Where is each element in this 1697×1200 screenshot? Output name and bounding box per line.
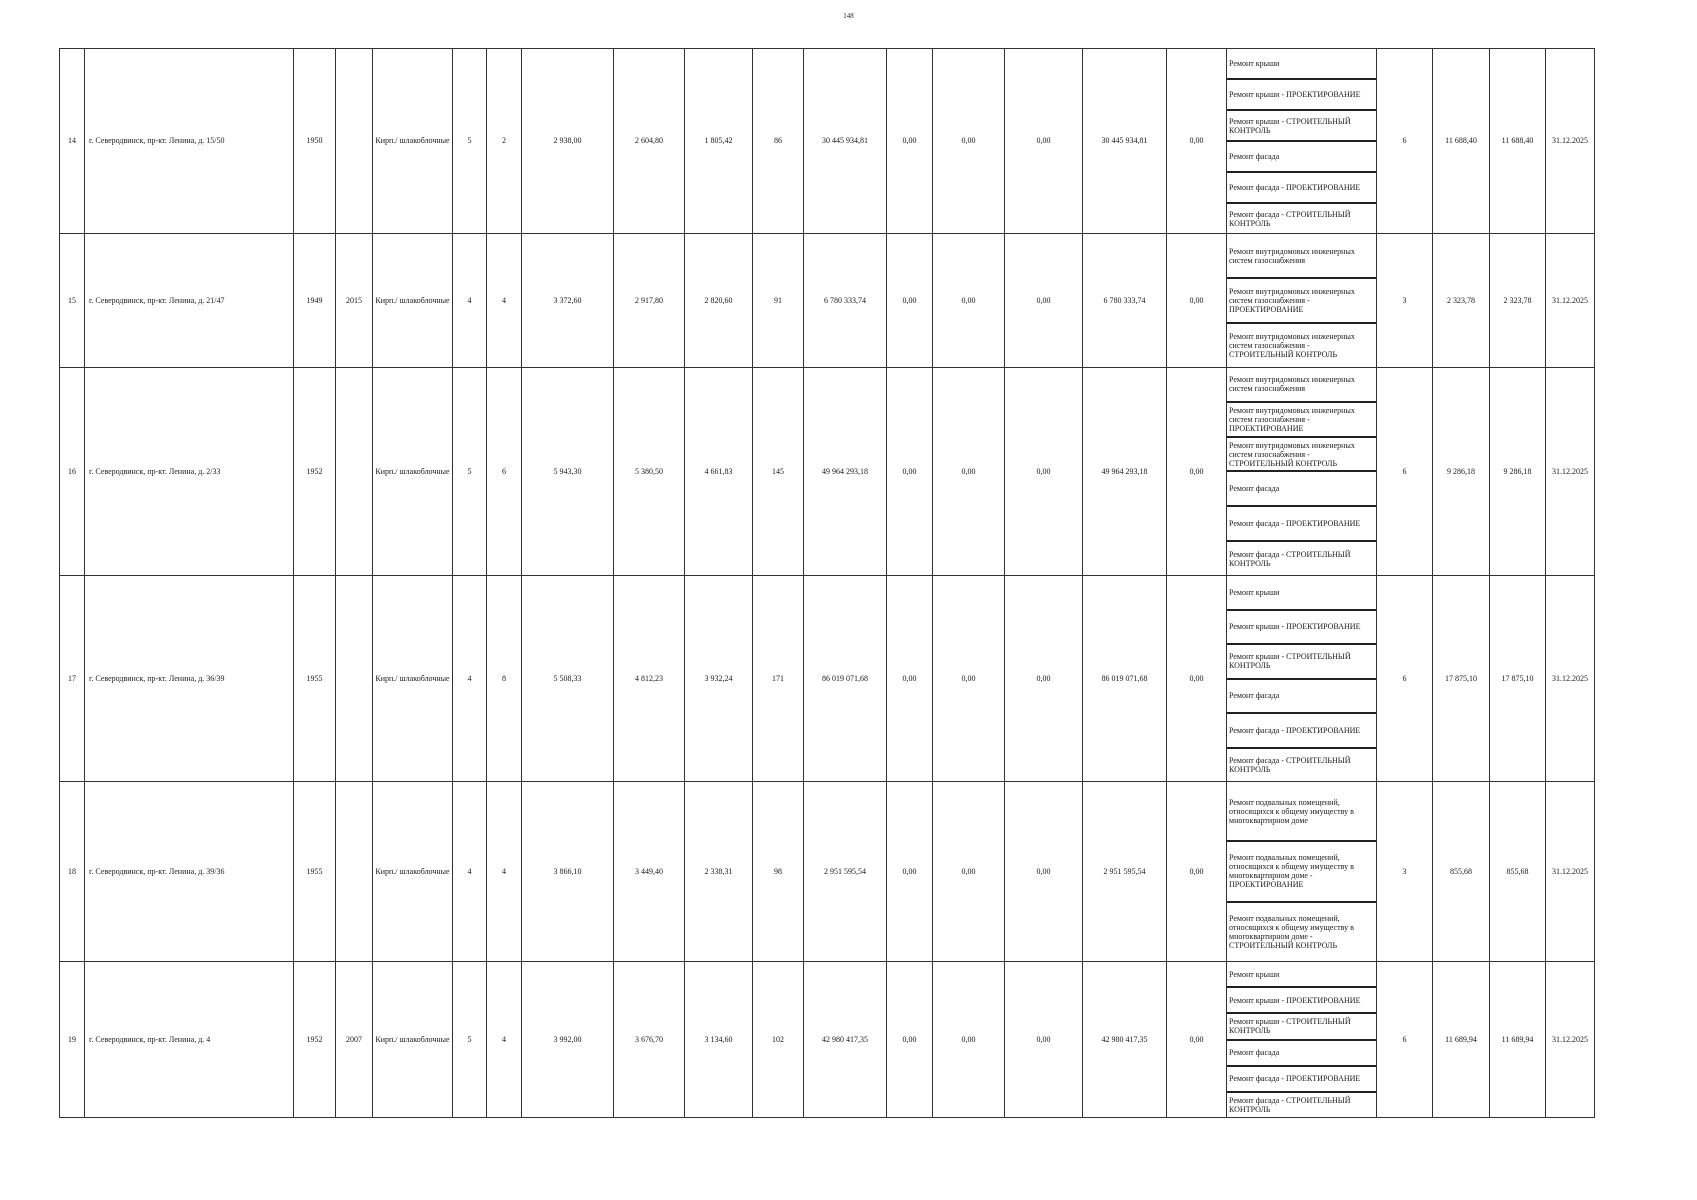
unit-cost-limit-cell: 9 286,18: [1490, 368, 1546, 576]
wall-material-cell: Кирп./ шлакоблочные: [373, 576, 453, 782]
owners-fund-cell: 30 445 934,81: [1083, 49, 1167, 234]
works-cell: [1227, 962, 1377, 1118]
entrances-cell: 6: [487, 368, 522, 576]
deadline-cell: 31.12.2025: [1546, 962, 1595, 1118]
unit-cost-cell: 17 875,10: [1433, 576, 1490, 782]
living-area-cell: 3 449,40: [614, 782, 685, 962]
address-cell: г. Северодвинск, пр-кт. Ленина, д. 4: [85, 962, 294, 1118]
regional-fund-cell: 0,00: [933, 49, 1005, 234]
row-number: 17: [60, 576, 85, 782]
work-item: Ремонт внутридомовых инженерных систем газоснабжения - СТРОИТЕЛЬНЫЙ КОНТРОЛЬ: [1229, 332, 1355, 359]
year-repair-cell: [336, 49, 373, 234]
row-number: 18: [60, 782, 85, 962]
work-item: Ремонт фасада - ПРОЕКТИРОВАНИЕ: [1227, 714, 1376, 749]
floors-cell: 5: [453, 368, 487, 576]
year-built-cell: 1955: [294, 576, 336, 782]
unit-cost-limit-cell: 11 689,94: [1490, 962, 1546, 1118]
work-item: Ремонт фасада - ПРОЕКТИРОВАНИЕ: [1227, 1067, 1376, 1093]
table-row: [60, 49, 1595, 234]
deadline-cell: 31.12.2025: [1546, 234, 1595, 368]
owners-fund-cell: 2 951 595,54: [1083, 782, 1167, 962]
deadline-cell: 31.12.2025: [1546, 576, 1595, 782]
total-cost-cell: 30 445 934,81: [804, 49, 887, 234]
work-item: Ремонт крыши - СТРОИТЕЛЬНЫЙ КОНТРОЛЬ: [1227, 1014, 1376, 1040]
works-cell: [1227, 49, 1377, 234]
other-fund-cell: 0,00: [1167, 782, 1227, 962]
owners-fund-cell: 86 019 071,68: [1083, 576, 1167, 782]
unit-cost-limit-cell: 11 688,40: [1490, 49, 1546, 234]
floors-cell: 5: [453, 962, 487, 1118]
deadline-cell: 31.12.2025: [1546, 782, 1595, 962]
address-cell: г. Северодвинск, пр-кт. Ленина, д. 15/50: [85, 49, 294, 234]
wall-material-cell: Кирп./ шлакоблочные: [373, 368, 453, 576]
residential-area-cell: 2 820,60: [685, 234, 753, 368]
works-cell: [1227, 234, 1377, 368]
federal-fund-cell: 0,00: [887, 576, 933, 782]
works-cell: [1227, 576, 1377, 782]
work-item: Ремонт крыши - ПРОЕКТИРОВАНИЕ: [1227, 988, 1376, 1014]
work-item: Ремонт внутридомовых инженерных систем газоснабжения - ПРОЕКТИРОВАНИЕ: [1227, 279, 1376, 324]
residents-cell: 145: [753, 368, 804, 576]
federal-fund-cell: 0,00: [887, 368, 933, 576]
residential-area-cell: 4 661,83: [685, 368, 753, 576]
work-item: Ремонт фасада - ПРОЕКТИРОВАНИЕ: [1227, 507, 1376, 542]
work-count-cell: 6: [1377, 576, 1433, 782]
local-fund-cell: 0,00: [1005, 962, 1083, 1118]
total-cost-cell: 86 019 071,68: [804, 576, 887, 782]
owners-fund-cell: 42 980 417,35: [1083, 962, 1167, 1118]
page-number: 148: [843, 12, 854, 20]
work-item: Ремонт подвальных помещений, относящихся к общему имуществу в многоквартирном доме - ПРОЕКТИРОВАНИЕ: [1227, 842, 1376, 902]
work-item: Ремонт фасада: [1227, 680, 1376, 715]
total-area-cell: 2 938,00: [522, 49, 614, 234]
other-fund-cell: 0,00: [1167, 576, 1227, 782]
work-count-cell: 6: [1377, 49, 1433, 234]
address-cell: г. Северодвинск, пр-кт. Ленина, д. 21/47: [85, 234, 294, 368]
entrances-cell: 8: [487, 576, 522, 782]
unit-cost-limit-cell: 17 875,10: [1490, 576, 1546, 782]
works-cell: [1227, 368, 1377, 576]
repair-program-table: [59, 48, 1595, 1118]
unit-cost-cell: 11 689,94: [1433, 962, 1490, 1118]
living-area-cell: 3 676,70: [614, 962, 685, 1118]
owners-fund-cell: 49 964 293,18: [1083, 368, 1167, 576]
unit-cost-limit-cell: 855,68: [1490, 782, 1546, 962]
wall-material-cell: Кирп./ шлакоблочные: [373, 782, 453, 962]
local-fund-cell: 0,00: [1005, 49, 1083, 234]
wall-material-cell: Кирп./ шлакоблочные: [373, 49, 453, 234]
living-area-cell: 2 917,80: [614, 234, 685, 368]
living-area-cell: 2 604,80: [614, 49, 685, 234]
work-count-cell: 6: [1377, 962, 1433, 1118]
floors-cell: 5: [453, 49, 487, 234]
residents-cell: 91: [753, 234, 804, 368]
work-item: Ремонт внутридомовых инженерных систем газоснабжения - ПРОЕКТИРОВАНИЕ: [1227, 403, 1376, 438]
work-item: Ремонт крыши - СТРОИТЕЛЬНЫЙ КОНТРОЛЬ: [1227, 111, 1376, 142]
other-fund-cell: 0,00: [1167, 368, 1227, 576]
work-item: Ремонт фасада - СТРОИТЕЛЬНЫЙ КОНТРОЛЬ: [1229, 209, 1351, 228]
residential-area-cell: 3 134,60: [685, 962, 753, 1118]
row-number: 15: [60, 234, 85, 368]
work-item: Ремонт фасада - СТРОИТЕЛЬНЫЙ КОНТРОЛЬ: [1229, 1095, 1351, 1114]
unit-cost-limit-cell: 2 323,78: [1490, 234, 1546, 368]
wall-material-cell: Кирп./ шлакоблочные: [373, 234, 453, 368]
unit-cost-cell: 2 323,78: [1433, 234, 1490, 368]
local-fund-cell: 0,00: [1005, 576, 1083, 782]
work-item: Ремонт крыши - ПРОЕКТИРОВАНИЕ: [1227, 80, 1376, 111]
federal-fund-cell: 0,00: [887, 962, 933, 1118]
work-item: Ремонт фасада: [1227, 142, 1376, 173]
local-fund-cell: 0,00: [1005, 368, 1083, 576]
table-row: [60, 962, 1595, 1118]
total-cost-cell: 42 980 417,35: [804, 962, 887, 1118]
work-item: Ремонт фасада: [1227, 472, 1376, 507]
year-built-cell: 1949: [294, 234, 336, 368]
unit-cost-cell: 9 286,18: [1433, 368, 1490, 576]
row-number: 19: [60, 962, 85, 1118]
year-built-cell: 1955: [294, 782, 336, 962]
residents-cell: 98: [753, 782, 804, 962]
federal-fund-cell: 0,00: [887, 234, 933, 368]
residents-cell: 86: [753, 49, 804, 234]
regional-fund-cell: 0,00: [933, 234, 1005, 368]
entrances-cell: 4: [487, 962, 522, 1118]
regional-fund-cell: 0,00: [933, 782, 1005, 962]
other-fund-cell: 0,00: [1167, 234, 1227, 368]
local-fund-cell: 0,00: [1005, 782, 1083, 962]
table-row: [60, 576, 1595, 782]
residential-area-cell: 2 338,31: [685, 782, 753, 962]
year-repair-cell: [336, 368, 373, 576]
works-cell: [1227, 782, 1377, 962]
wall-material-cell: Кирп./ шлакоблочные: [373, 962, 453, 1118]
other-fund-cell: 0,00: [1167, 962, 1227, 1118]
total-cost-cell: 49 964 293,18: [804, 368, 887, 576]
address-cell: г. Северодвинск, пр-кт. Ленина, д. 36/39: [85, 576, 294, 782]
work-item: Ремонт подвальных помещений, относящихся к общему имуществу в многоквартирном доме: [1227, 782, 1376, 842]
work-item: Ремонт крыши - СТРОИТЕЛЬНЫЙ КОНТРОЛЬ: [1227, 645, 1376, 680]
work-item: Ремонт крыши: [1227, 49, 1376, 80]
work-item: Ремонт внутридомовых инженерных систем газоснабжения - СТРОИТЕЛЬНЫЙ КОНТРОЛЬ: [1227, 438, 1376, 473]
residential-area-cell: 1 805,42: [685, 49, 753, 234]
owners-fund-cell: 6 780 333,74: [1083, 234, 1167, 368]
total-area-cell: 3 372,60: [522, 234, 614, 368]
work-item: Ремонт внутридомовых инженерных систем газоснабжения: [1227, 234, 1376, 279]
living-area-cell: 5 380,50: [614, 368, 685, 576]
year-built-cell: 1950: [294, 49, 336, 234]
work-item: Ремонт крыши: [1227, 576, 1376, 611]
federal-fund-cell: 0,00: [887, 782, 933, 962]
row-number: 16: [60, 368, 85, 576]
year-built-cell: 1952: [294, 368, 336, 576]
entrances-cell: 2: [487, 49, 522, 234]
year-built-cell: 1952: [294, 962, 336, 1118]
year-repair-cell: 2007: [336, 962, 373, 1118]
total-cost-cell: 2 951 595,54: [804, 782, 887, 962]
work-item: Ремонт фасада - СТРОИТЕЛЬНЫЙ КОНТРОЛЬ: [1229, 755, 1351, 774]
year-repair-cell: 2015: [336, 234, 373, 368]
row-number: 14: [60, 49, 85, 234]
work-item: Ремонт подвальных помещений, относящихся к общему имуществу в многоквартирном доме - СТРОИТЕЛЬНЫЙ КОНТРОЛЬ: [1229, 913, 1354, 950]
table-row: [60, 234, 1595, 368]
residents-cell: 171: [753, 576, 804, 782]
work-count-cell: 3: [1377, 234, 1433, 368]
floors-cell: 4: [453, 234, 487, 368]
residential-area-cell: 3 932,24: [685, 576, 753, 782]
local-fund-cell: 0,00: [1005, 234, 1083, 368]
deadline-cell: 31.12.2025: [1546, 49, 1595, 234]
other-fund-cell: 0,00: [1167, 49, 1227, 234]
work-item: Ремонт внутридомовых инженерных систем газоснабжения: [1227, 368, 1376, 403]
work-count-cell: 6: [1377, 368, 1433, 576]
work-item: Ремонт фасада - ПРОЕКТИРОВАНИЕ: [1227, 173, 1376, 204]
table-row: [60, 782, 1595, 962]
regional-fund-cell: 0,00: [933, 368, 1005, 576]
work-item: Ремонт фасада: [1227, 1041, 1376, 1067]
address-cell: г. Северодвинск, пр-кт. Ленина, д. 39/36: [85, 782, 294, 962]
regional-fund-cell: 0,00: [933, 576, 1005, 782]
total-area-cell: 3 866,10: [522, 782, 614, 962]
total-area-cell: 5 943,30: [522, 368, 614, 576]
table-body: [60, 49, 1595, 1118]
residents-cell: 102: [753, 962, 804, 1118]
total-area-cell: 3 992,00: [522, 962, 614, 1118]
floors-cell: 4: [453, 782, 487, 962]
unit-cost-cell: 855,68: [1433, 782, 1490, 962]
address-cell: г. Северодвинск, пр-кт. Ленина, д. 2/33: [85, 368, 294, 576]
entrances-cell: 4: [487, 234, 522, 368]
work-item: Ремонт фасада - СТРОИТЕЛЬНЫЙ КОНТРОЛЬ: [1229, 549, 1351, 568]
deadline-cell: 31.12.2025: [1546, 368, 1595, 576]
floors-cell: 4: [453, 576, 487, 782]
total-cost-cell: 6 780 333,74: [804, 234, 887, 368]
work-item: Ремонт крыши: [1227, 962, 1376, 988]
work-item: Ремонт крыши - ПРОЕКТИРОВАНИЕ: [1227, 611, 1376, 646]
unit-cost-cell: 11 688,40: [1433, 49, 1490, 234]
living-area-cell: 4 812,23: [614, 576, 685, 782]
federal-fund-cell: 0,00: [887, 49, 933, 234]
year-repair-cell: [336, 576, 373, 782]
regional-fund-cell: 0,00: [933, 962, 1005, 1118]
year-repair-cell: [336, 782, 373, 962]
total-area-cell: 5 508,33: [522, 576, 614, 782]
entrances-cell: 4: [487, 782, 522, 962]
table-row: [60, 368, 1595, 576]
work-count-cell: 3: [1377, 782, 1433, 962]
